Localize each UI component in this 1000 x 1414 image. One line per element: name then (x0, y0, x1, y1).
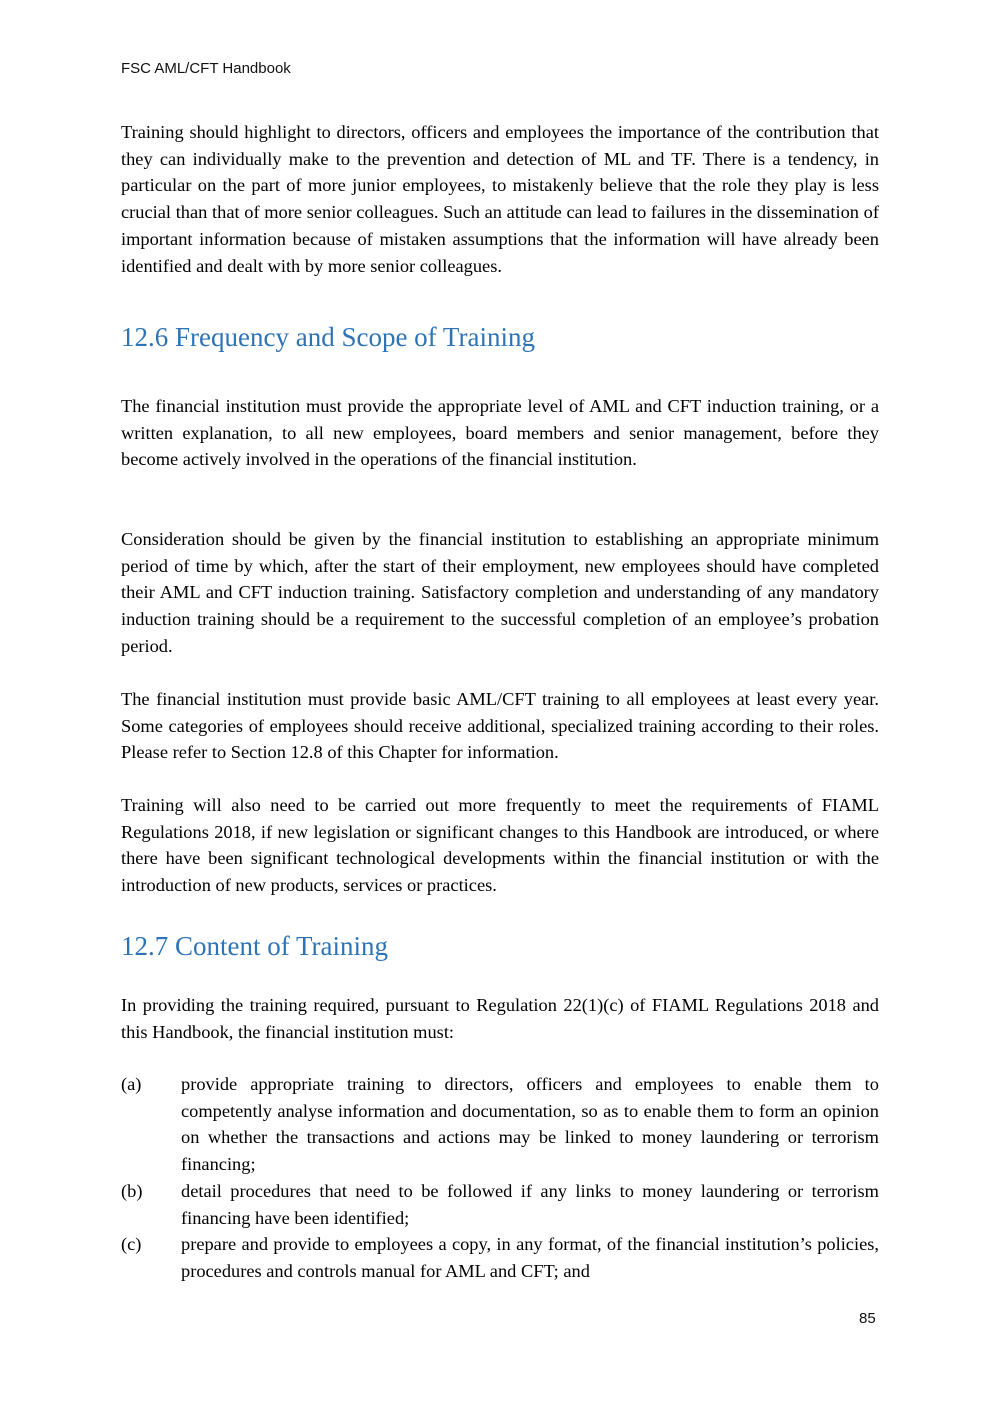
intro-paragraph: Training should highlight to directors, officers and employees the importance of the contribution that they can individually make to the prevention and detection of ML and TF. There is a tendency, in particular on the part of more junior employees, to mistakenly believe that the role they play is less crucial than that of more senior colleagues. Such an attitude can lead to failures in the dissemination of important information because of mistaken assumptions that the information will have already been identified and dealt with by more senior colleagues. (121, 122, 879, 276)
list-marker: (c) (121, 1234, 142, 1254)
page-number: 85 (859, 1310, 876, 1327)
list-item-b (121, 1178, 879, 1231)
list-item-text: prepare and provide to employees a copy, in any format, of the financial institution’s policies, procedures and controls manual for AML and CFT; and (181, 1234, 879, 1281)
section-12-6-paragraph-3: The financial institution must provide basic AML/CFT training to all employees at least every year. Some categories of employees should receive additional, specialized training according to their roles. Please refer to Section 12.8 of this Chapter for information. (121, 689, 879, 763)
list-item-text: provide appropriate training to directors, officers and employees to enable them to competently analyse information and documentation, so as to enable them to form an opinion on whether the transactions and actions may be linked to money laundering or terrorism financing; (181, 1074, 879, 1175)
list-marker: (b) (121, 1181, 143, 1201)
section-12-7-heading: 12.7 Content of Training (121, 931, 389, 961)
section-12-6-heading: 12.6 Frequency and Scope of Training (121, 322, 535, 352)
running-header: FSC AML/CFT Handbook (121, 60, 291, 77)
section-12-7-intro: In providing the training required, pursuant to Regulation 22(1)(c) of FIAML Regulations 2018 and this Handbook, the financial institution must: (121, 995, 879, 1042)
list-item-text: detail procedures that need to be followed if any links to money laundering or terrorism financing have been identified; (181, 1181, 879, 1228)
section-12-6-paragraph-4: Training will also need to be carried out more frequently to meet the requirements of FIAML Regulations 2018, if new legislation or significant changes to this Handbook are introduced, or where there have been significant technological developments within the financial institution or with the introduction of new products, services or practices. (121, 795, 879, 896)
list-marker: (a) (121, 1074, 142, 1094)
list-item-a (121, 1071, 879, 1178)
list-item-c (121, 1231, 879, 1284)
section-12-6-paragraph-2: Consideration should be given by the financial institution to establishing an appropriate minimum period of time by which, after the start of their employment, new employees should have completed their AML and CFT induction training. Satisfactory completion and understanding of any mandatory induction training should be a requirement to the successful completion of an employee’s probation period. (121, 529, 879, 656)
section-12-6-paragraph-1: The financial institution must provide the appropriate level of AML and CFT induction training, or a written explanation, to all new employees, board members and senior management, before they become actively involved in the operations of the financial institution. (121, 396, 879, 470)
